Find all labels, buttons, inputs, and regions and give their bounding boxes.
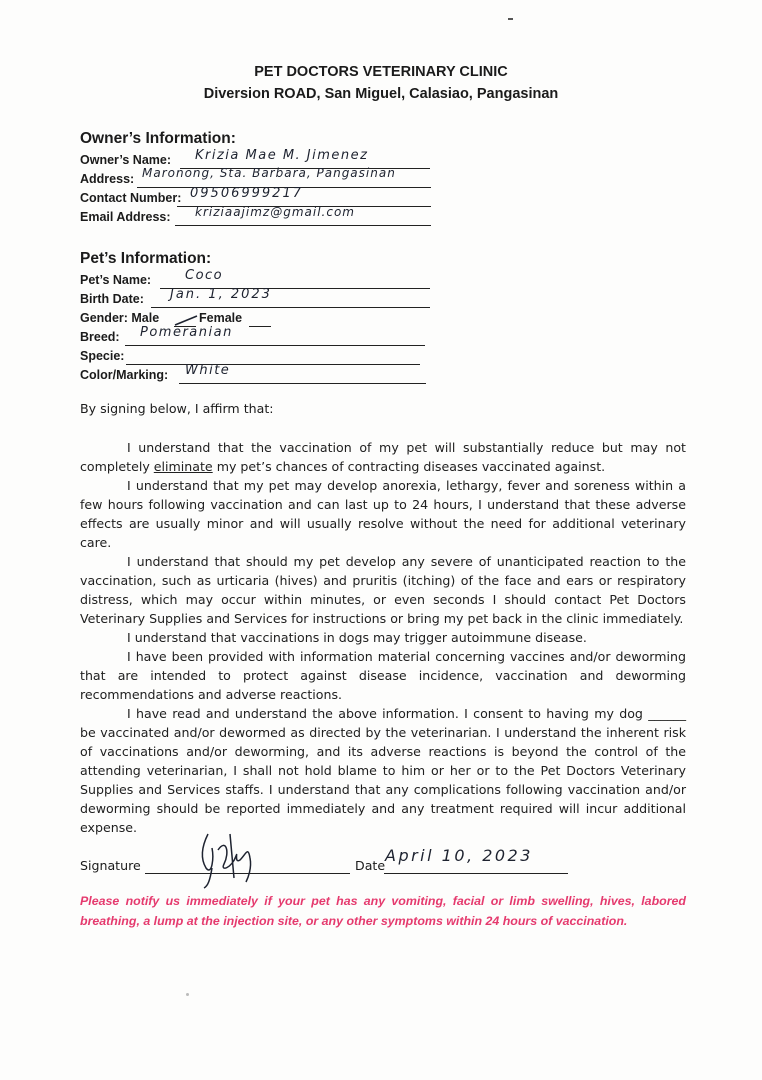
p1-text-b: my pet’s chances of contracting diseases vaccinated against. [212, 459, 606, 474]
birth-date-label: Birth Date: [80, 292, 144, 306]
owner-name-field[interactable]: Krizia Mae M. Jimenez [195, 148, 369, 163]
consent-paragraph-4: I understand that vaccinations in dogs may trigger autoimmune disease. [127, 630, 587, 645]
specie-line[interactable] [126, 364, 420, 365]
birth-date-line [151, 307, 430, 308]
date-line [384, 873, 568, 874]
consent-paragraph-3: I understand that should my pet develop any severe of unanticipated reaction to the vaccination, such as urticaria (hives) and pruritis (itching) of the face and ears or respiratory distress, which may occur within minutes, or even seconds I should contact Pet Doctors Veterinary Supplies and Services for instructions or bring my pet back in the clinic immediately. [80, 554, 686, 626]
color-marking-label: Color/Marking: [80, 368, 169, 382]
breed-line [125, 345, 425, 346]
breed-field[interactable]: Pomeranian [140, 325, 233, 340]
consent-paragraph-2: I understand that my pet may develop anorexia, lethargy, fever and soreness within a few hours following vaccination and can last up to 24 hours, I understand that these adverse effects are usually minor and will usually resolve without the need for additional veterinary care. [80, 478, 686, 550]
specie-label: Specie: [80, 349, 125, 363]
consent-intro: By signing below, I affirm that: [80, 401, 274, 416]
pet-name-field[interactable]: Coco [185, 268, 224, 283]
contact-number-label: Contact Number: [80, 191, 182, 205]
email-label: Email Address: [80, 210, 171, 224]
pet-name-label: Pet’s Name: [80, 273, 152, 287]
p1-underlined-word: eliminate [153, 459, 213, 474]
signature-label: Signature [80, 858, 141, 873]
birth-date-field[interactable]: Jan. 1, 2023 [170, 287, 272, 302]
owner-name-label: Owner’s Name: [80, 153, 172, 167]
gender-female-label: Female [199, 311, 243, 325]
consent-body [80, 438, 686, 837]
scan-speck [186, 993, 189, 996]
clinic-name: PET DOCTORS VETERINARY CLINIC [254, 64, 508, 80]
pet-section-title: Pet’s Information: [80, 250, 212, 267]
consent-paragraph-1 [80, 438, 686, 476]
notice-text: Please notify us immediately if your pet has any vomiting, facial or limb swelling, hives, labored breathing, a lump at the injection site, or any other symptoms within 24 hours of vaccination. [80, 894, 686, 928]
contact-number-field[interactable]: 09506999217 [190, 186, 303, 201]
breed-label: Breed: [80, 330, 120, 344]
clinic-address: Diversion ROAD, San Miguel, Calasiao, Pangasinan [203, 86, 559, 102]
owner-address-field[interactable]: Maronong, Sta. Barbara, Pangasinan [142, 166, 396, 180]
date-label: Date [355, 858, 386, 873]
p1-text-a: I understand that the vaccination of my pet will substantially reduce but may not completely [80, 440, 686, 474]
owner-section-title: Owner’s Information: [80, 130, 236, 147]
signature-scribble[interactable] [190, 828, 270, 892]
consent-paragraph-5: I have been provided with information material concerning vaccines and/or deworming that are intended to protect against disease incidence, vaccination and deworming recommendations and adverse reactions. [80, 649, 686, 702]
consent-paragraph-6: I have read and understand the above information. I consent to having my dog ______ be vaccinated and/or dewormed as directed by the veterinarian. I understand the inherent risk of vaccinations and/or deworming, and its adverse reactions is beyond the control of the attending veterinarian, I shall not hold blame to him or her or to the Pet Doctors Veterinary Supplies and Services staffs. I understand that any complications following vaccination and/or deworming should be reported immediately and any treatment required will incur additional expense. [80, 706, 686, 835]
date-field[interactable]: April 10, 2023 [385, 846, 533, 865]
scan-mark [508, 18, 513, 20]
email-field[interactable]: kriziaajimz@gmail.com [195, 205, 355, 219]
owner-address-label: Address: [80, 172, 135, 186]
gender-male-label: Gender: Male [80, 311, 160, 325]
color-marking-line [179, 383, 426, 384]
email-line [175, 225, 431, 226]
female-blank-line[interactable] [249, 326, 271, 327]
color-marking-field[interactable]: White [185, 363, 231, 378]
